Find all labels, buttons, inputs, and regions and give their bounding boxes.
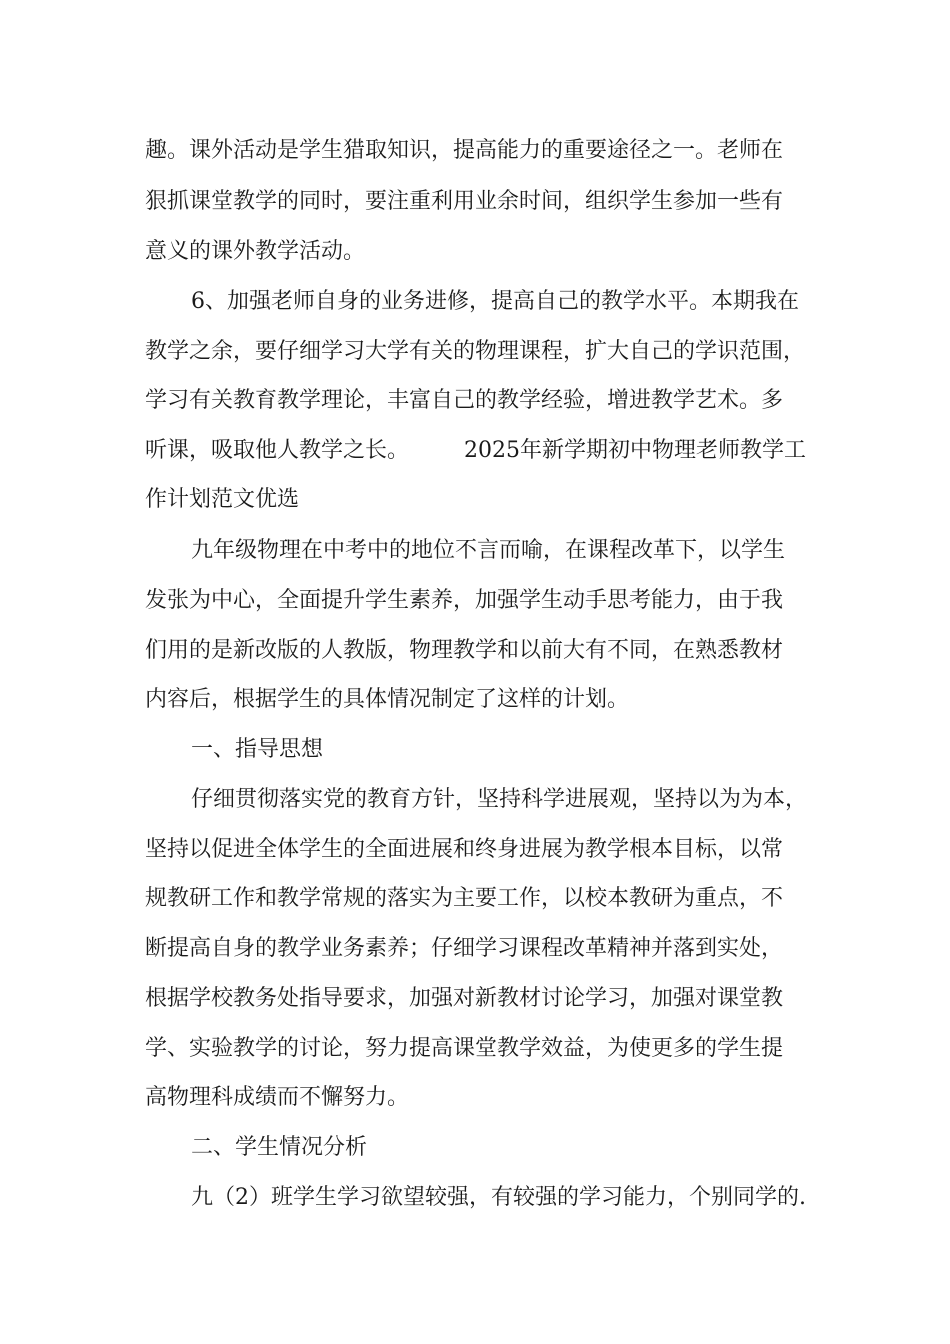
text-line-9: 九年级物理在中考中的地位不言而喻，在课程改革下，以学生 xyxy=(191,538,786,563)
text-line-14: 仔细贯彻落实党的教育方针，坚持科学进展观，坚持以为为本， xyxy=(191,787,808,812)
section-heading-guiding-thought: 一、指导思想 xyxy=(191,737,324,762)
section-heading-student-analysis: 二、学生情况分析 xyxy=(191,1135,368,1160)
text-line-5: 教学之余，要仔细学习大学有关的物理课程，扩大自己的学识范围， xyxy=(145,339,806,364)
text-line-3: 意义的课外教学活动。 xyxy=(145,239,366,264)
text-line-6: 学习有关教育教学理论，丰富自己的教学经验，增进教学艺术。多 xyxy=(145,388,784,413)
text-line-16: 规教研工作和教学常规的落实为主要工作，以校本教研为重点，不 xyxy=(145,886,784,911)
text-line-11: 们用的是新改版的人教版，物理教学和以前大有不同，在熟悉教材 xyxy=(145,638,784,663)
text-line-15: 坚持以促进全体学生的全面进展和终身进展为教学根本目标，以常 xyxy=(145,837,784,862)
text-line-10: 发张为中心，全面提升学生素养，加强学生动手思考能力，由于我 xyxy=(145,588,784,613)
text-line-22: 九（2）班学生学习欲望较强，有较强的学习能力，个别同学的. xyxy=(191,1185,806,1210)
text-line-12: 内容后，根据学生的具体情况制定了这样的计划。 xyxy=(145,687,630,712)
text-line-19: 学、实验教学的讨论，努力提高课堂教学效益，为使更多的学生提 xyxy=(145,1036,784,1061)
text-line-17: 断提高自身的教学业务素养；仔细学习课程改革精神并落到实处， xyxy=(145,936,784,961)
text-line-7: 听课，吸取他人教学之长。 2025年新学期初中物理老师教学工 xyxy=(145,438,806,463)
text-line-4: 6、加强老师自身的业务进修，提高自己的教学水平。本期我在 xyxy=(191,289,799,314)
text-line-18: 根据学校教务处指导要求，加强对新教材讨论学习，加强对课堂教 xyxy=(145,986,784,1011)
text-line-8: 作计划范文优选 xyxy=(145,487,300,512)
text-line-1: 趣。课外活动是学生猎取知识，提高能力的重要途径之一。老师在 xyxy=(145,138,784,163)
text-line-20: 高物理科成绩而不懈努力。 xyxy=(145,1085,410,1110)
text-line-2: 狠抓课堂教学的同时，要注重利用业余时间，组织学生参加一些有 xyxy=(145,189,784,214)
